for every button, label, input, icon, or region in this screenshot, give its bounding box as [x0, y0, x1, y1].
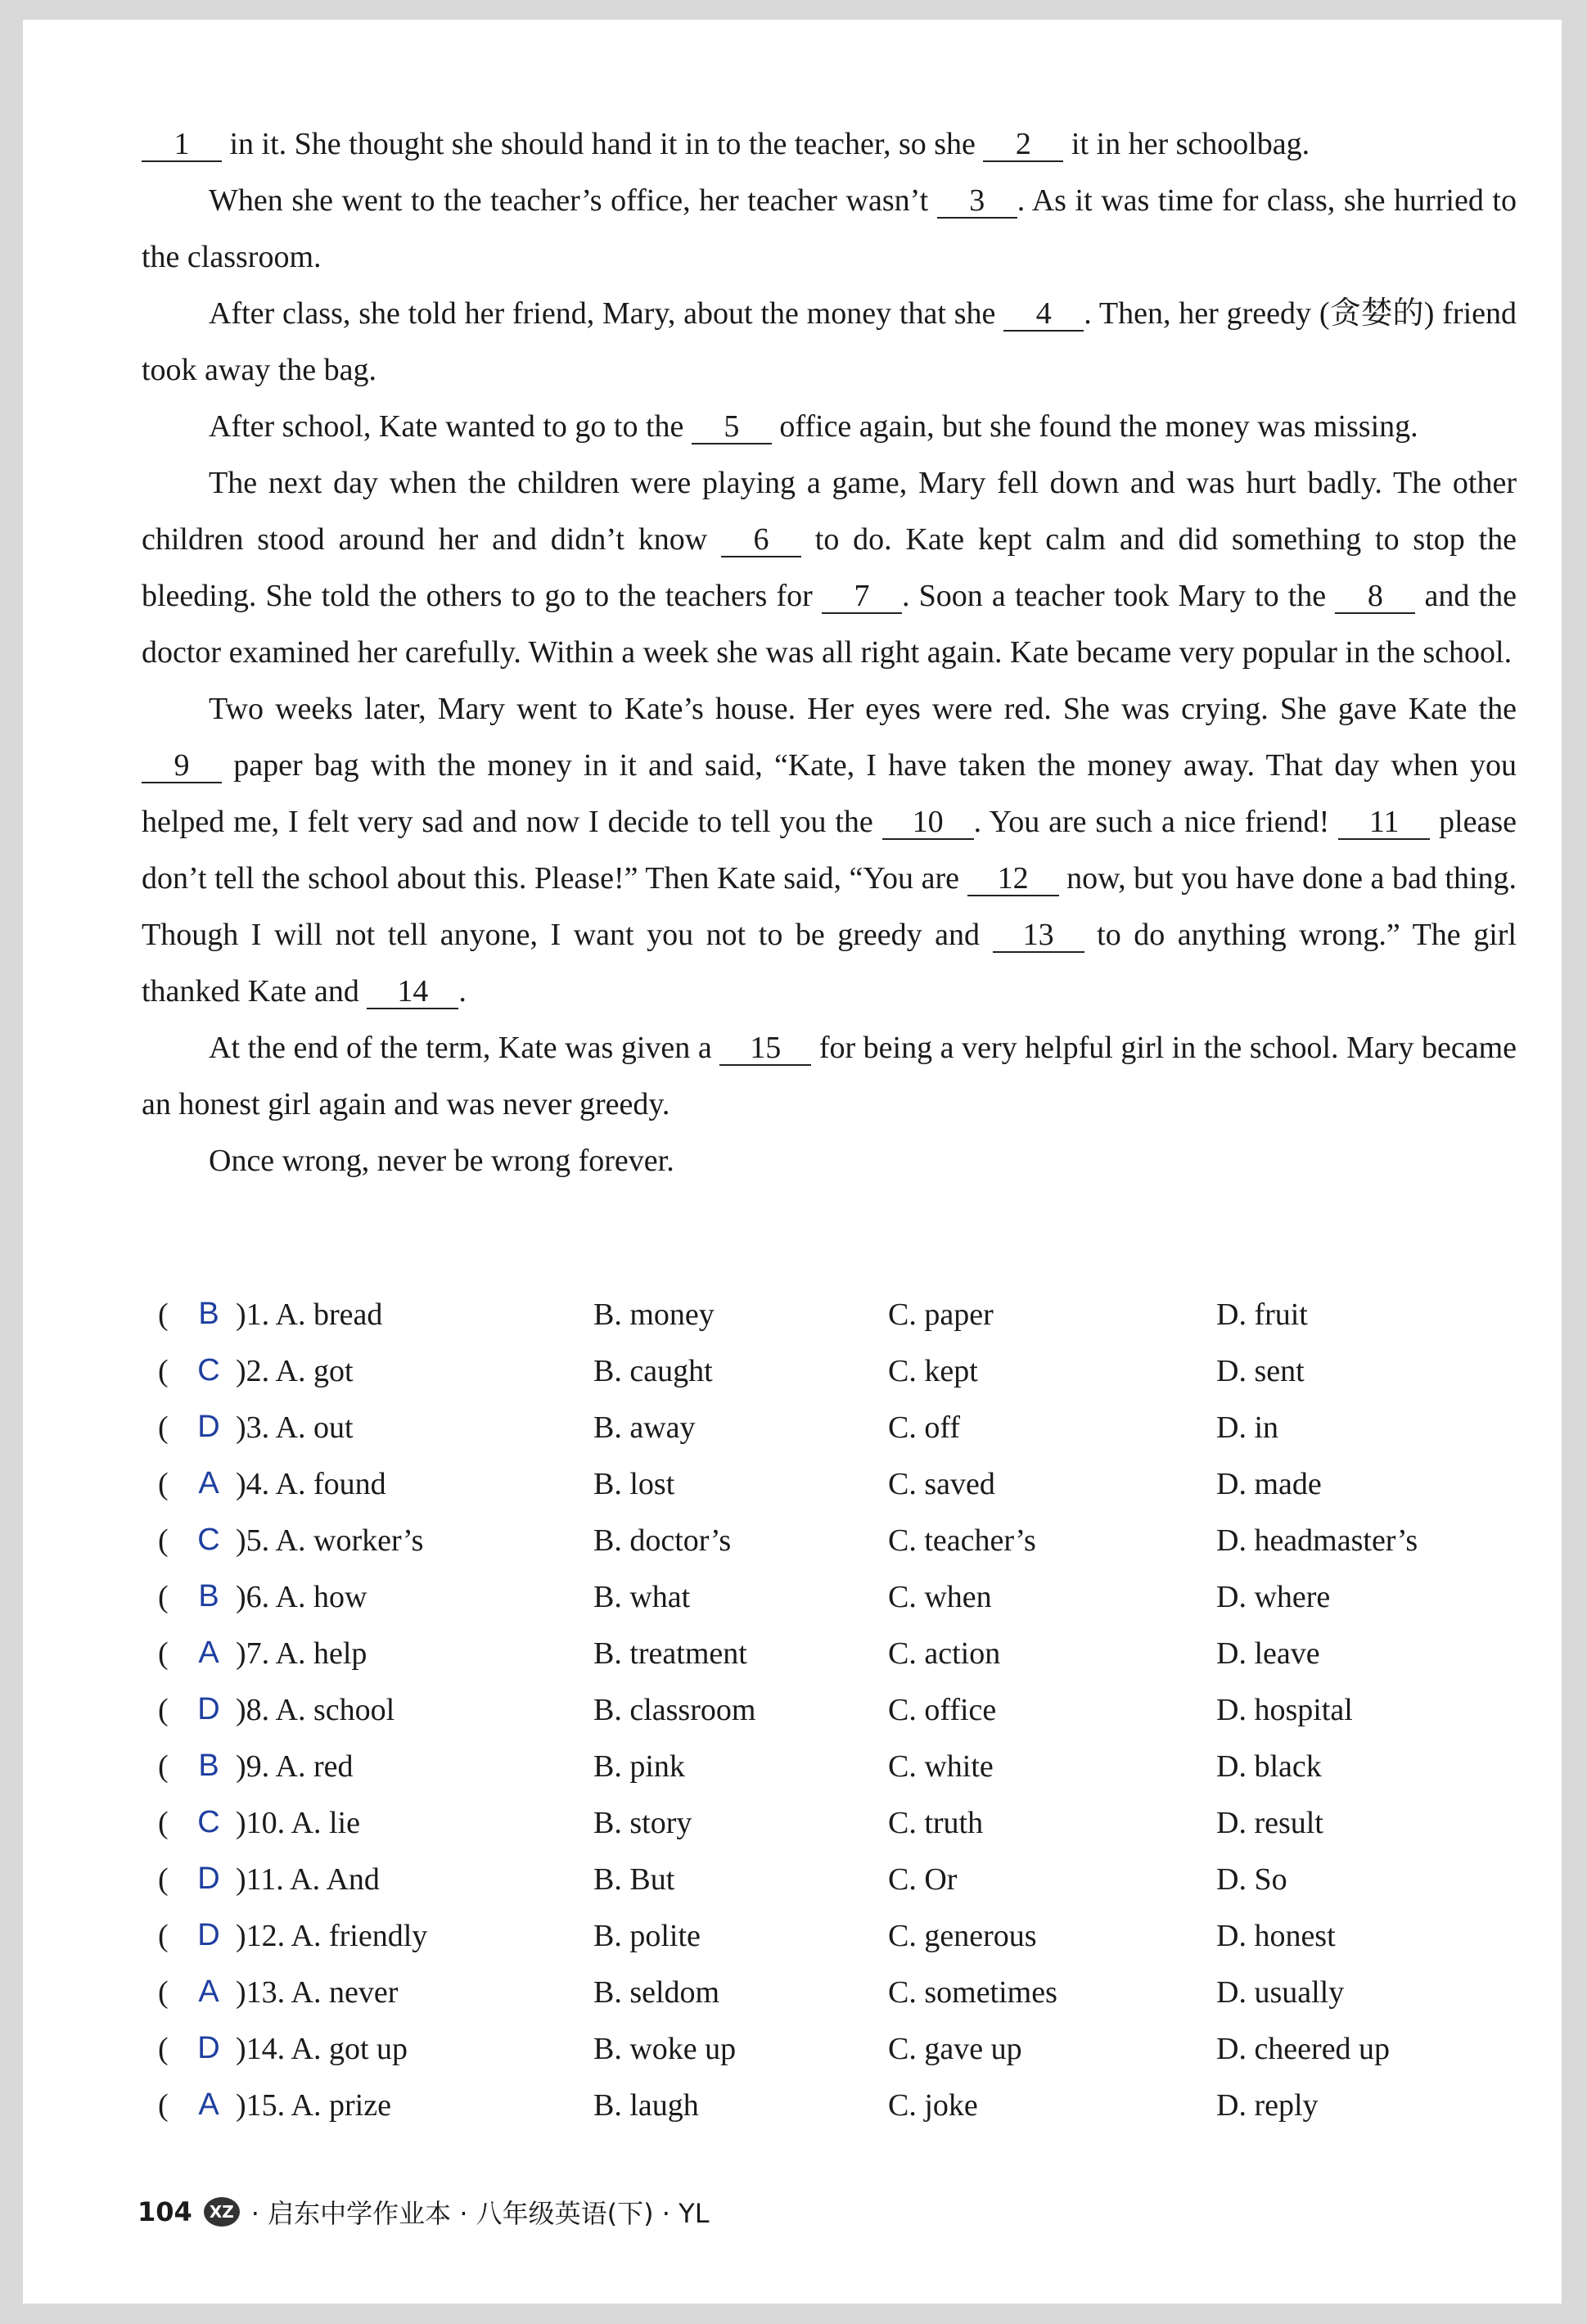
blank-8: 8	[1335, 580, 1415, 614]
option-c: C. office	[888, 1693, 997, 1727]
page-footer	[138, 2193, 710, 2231]
open-paren: (	[158, 2032, 169, 2066]
question-option-a: )12. A. friendly	[236, 1919, 428, 1953]
option-c: C. truth	[888, 1806, 984, 1840]
open-paren: (	[158, 2088, 169, 2123]
answer-letter: D	[197, 2031, 220, 2065]
blank-10: 10	[882, 806, 974, 840]
open-paren: (	[158, 1410, 169, 1445]
option-b: B. treatment	[593, 1636, 747, 1671]
option-c: C. paper	[888, 1297, 994, 1332]
answer-letter: C	[197, 1523, 220, 1557]
question-row	[158, 1918, 1484, 1974]
question-option-a: )11. A. And	[236, 1862, 380, 1897]
option-c: C. white	[888, 1749, 994, 1784]
option-d: D. So	[1216, 1862, 1287, 1897]
option-c: C. saved	[888, 1467, 995, 1501]
answer-letter: D	[197, 1410, 220, 1444]
question-option-a: )9. A. red	[236, 1749, 354, 1784]
cloze-passage	[142, 116, 1517, 1189]
option-d: D. usually	[1216, 1975, 1345, 2010]
paragraph-6: Two weeks later, Mary went to Kate’s house. Her eyes were red. She was crying. She gave Kate the 9 paper bag with the money in it and said, “Kate, I have taken the money away. That day when you helped me, I felt very sad and now I decide to tell you the 10 . You are such a nice friend! 11 please don’t tell the school about this. Please!” Then Kate said, “You are 12 now, but you have done a bad thing. Though I will not tell anyone, I want you not to be greedy and 13 to do anything wrong.” The girl thanked Kate and 14 .	[142, 692, 1517, 1009]
option-d: D. honest	[1216, 1919, 1336, 1953]
answer-letter: D	[197, 1918, 220, 1952]
question-row	[158, 1861, 1484, 1918]
open-paren: (	[158, 1919, 169, 1953]
question-row	[158, 1692, 1484, 1749]
answer-letter: A	[198, 1636, 219, 1670]
option-c: C. joke	[888, 2088, 978, 2123]
option-d: D. black	[1216, 1749, 1322, 1784]
open-paren: (	[158, 1354, 169, 1388]
option-c: C. teacher’s	[888, 1523, 1036, 1558]
option-c: C. off	[888, 1410, 960, 1445]
option-c: C. when	[888, 1580, 992, 1614]
answer-letter: C	[197, 1805, 220, 1839]
question-option-a: )5. A. worker’s	[236, 1523, 424, 1558]
question-row	[158, 1805, 1484, 1861]
option-b: B. away	[593, 1410, 696, 1445]
option-d: D. leave	[1216, 1636, 1320, 1671]
answer-letter: A	[198, 1466, 219, 1500]
question-option-a: )15. A. prize	[236, 2088, 391, 2123]
paragraph-4: After school, Kate wanted to go to the 5 office again, but she found the money was missing.	[209, 409, 1418, 444]
question-option-a: )6. A. how	[236, 1580, 367, 1614]
question-option-a: )3. A. out	[236, 1410, 354, 1445]
option-b: B. polite	[593, 1919, 701, 1953]
option-d: D. hospital	[1216, 1693, 1353, 1727]
question-row	[158, 1523, 1484, 1579]
open-paren: (	[158, 1636, 169, 1671]
blank-11: 11	[1338, 806, 1430, 840]
open-paren: (	[158, 1467, 169, 1501]
option-b: B. what	[593, 1580, 691, 1614]
question-option-a: )14. A. got up	[236, 2032, 408, 2066]
answer-letter: A	[198, 1974, 219, 2009]
option-b: B. classroom	[593, 1693, 756, 1727]
blank-7: 7	[822, 580, 902, 614]
blank-9: 9	[142, 749, 222, 783]
option-b: B. money	[593, 1297, 715, 1332]
blank-6: 6	[721, 523, 801, 557]
open-paren: (	[158, 1862, 169, 1897]
question-row	[158, 1749, 1484, 1805]
question-option-a: )7. A. help	[236, 1636, 367, 1671]
option-b: B. story	[593, 1806, 692, 1840]
option-c: C. action	[888, 1636, 1001, 1671]
option-b: B. woke up	[593, 2032, 737, 2066]
option-d: D. reply	[1216, 2088, 1319, 2123]
paragraph-5: The next day when the children were playing a game, Mary fell down and was hurt badly. The other children stood around her and didn’t know 6 to do. Kate kept calm and did something to stop the bleeding. She told the others to go to the teachers for 7 . Soon a teacher took Mary to the 8 and the doctor examined her carefully. Within a week she was all right again. Kate became very popular in the school.	[142, 466, 1517, 670]
blank-1: 1	[142, 128, 222, 162]
question-row	[158, 1579, 1484, 1636]
question-row	[158, 1636, 1484, 1692]
option-b: B. seldom	[593, 1975, 720, 2010]
option-b: B. laugh	[593, 2088, 699, 2123]
paragraph-7: At the end of the term, Kate was given a 15 for being a very helpful girl in the school. Mary became an honest girl again and was never greedy.	[142, 1031, 1517, 1121]
answer-letter: B	[198, 1579, 219, 1613]
option-c: C. gave up	[888, 2032, 1022, 2066]
option-d: D. made	[1216, 1467, 1322, 1501]
question-option-a: )1. A. bread	[236, 1297, 383, 1332]
answer-letter: C	[197, 1353, 220, 1388]
question-row	[158, 1297, 1484, 1353]
open-paren: (	[158, 1580, 169, 1614]
question-row	[158, 1410, 1484, 1466]
question-row	[158, 1974, 1484, 2031]
question-row	[158, 2031, 1484, 2087]
answer-options	[158, 1297, 1484, 2144]
answer-letter: D	[197, 1692, 220, 1726]
option-d: D. result	[1216, 1806, 1323, 1840]
option-d: D. in	[1216, 1410, 1278, 1445]
open-paren: (	[158, 1523, 169, 1558]
blank-13: 13	[993, 918, 1084, 953]
paragraph-8: Once wrong, never be wrong forever.	[209, 1144, 674, 1178]
open-paren: (	[158, 1749, 169, 1784]
question-row	[158, 1353, 1484, 1410]
question-row	[158, 2087, 1484, 2144]
option-d: D. cheered up	[1216, 2032, 1391, 2066]
option-b: B. doctor’s	[593, 1523, 732, 1558]
question-option-a: )13. A. never	[236, 1975, 399, 2010]
paragraph-2: When she went to the teacher’s office, her teacher wasn’t 3 . As it was time for class, she hurried to the classroom.	[142, 183, 1517, 274]
blank-3: 3	[937, 184, 1017, 219]
option-d: D. fruit	[1216, 1297, 1308, 1332]
option-c: C. generous	[888, 1919, 1037, 1953]
question-option-a: )10. A. lie	[236, 1806, 360, 1840]
answer-letter: B	[198, 1749, 219, 1783]
blank-4: 4	[1003, 297, 1084, 332]
series-logo: XZ	[204, 2197, 240, 2227]
blank-12: 12	[967, 862, 1059, 896]
blank-5: 5	[692, 410, 772, 444]
blank-14: 14	[367, 975, 458, 1009]
paragraph-1: 1 in it. She thought she should hand it in to the teacher, so she 2 it in her schoolbag.	[142, 116, 1517, 173]
option-b: B. But	[593, 1862, 675, 1897]
option-b: B. pink	[593, 1749, 685, 1784]
option-c: C. Or	[888, 1862, 958, 1897]
answer-letter: A	[198, 2087, 219, 2122]
option-d: D. sent	[1216, 1354, 1305, 1388]
open-paren: (	[158, 1297, 169, 1332]
question-option-a: )2. A. got	[236, 1354, 354, 1388]
open-paren: (	[158, 1975, 169, 2010]
option-c: C. kept	[888, 1354, 978, 1388]
question-option-a: )4. A. found	[236, 1467, 386, 1501]
answer-letter: D	[197, 1861, 220, 1896]
option-b: B. caught	[593, 1354, 713, 1388]
option-d: D. headmaster’s	[1216, 1523, 1418, 1558]
open-paren: (	[158, 1693, 169, 1727]
blank-2: 2	[983, 128, 1063, 162]
paragraph-3: After class, she told her friend, Mary, about the money that she 4 . Then, her greedy (贪婪的) friend took away the bag.	[142, 296, 1517, 387]
page-number: 104	[138, 2196, 192, 2227]
question-row	[158, 1466, 1484, 1523]
blank-15: 15	[719, 1031, 811, 1066]
option-b: B. lost	[593, 1467, 675, 1501]
answer-letter: B	[198, 1297, 219, 1331]
workbook-page	[23, 20, 1562, 2304]
question-option-a: )8. A. school	[236, 1693, 395, 1727]
option-d: D. where	[1216, 1580, 1331, 1614]
option-c: C. sometimes	[888, 1975, 1057, 2010]
series-title: · 启东中学作业本 · 八年级英语(下) · YL	[250, 2198, 710, 2229]
open-paren: (	[158, 1806, 169, 1840]
